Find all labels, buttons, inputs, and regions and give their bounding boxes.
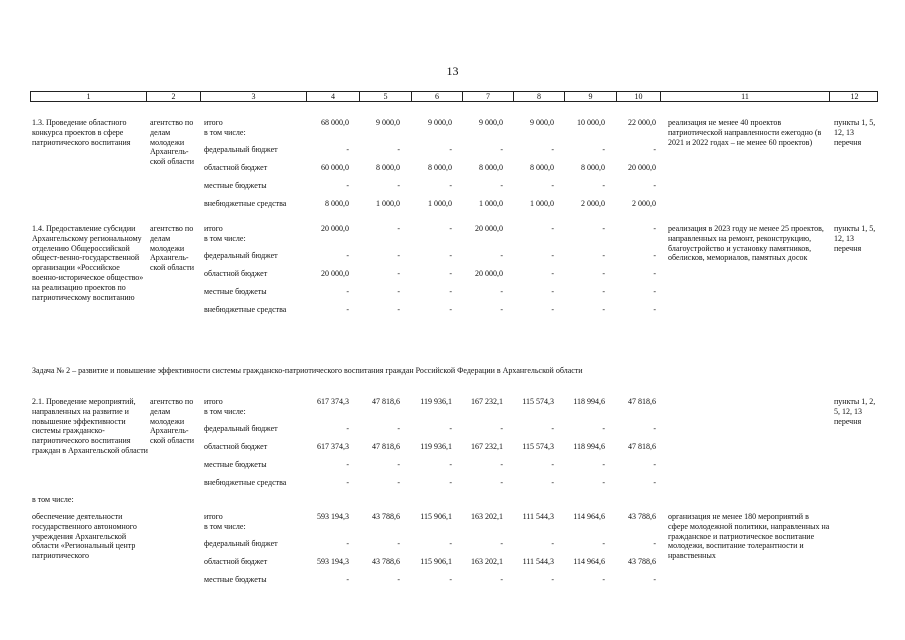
funding-source-label: итого (204, 512, 223, 521)
amount-cell: 8 000,0 (581, 163, 605, 172)
header-cell-8: 8 (514, 92, 565, 101)
header-cell-7: 7 (463, 92, 514, 101)
amount-cell: 111 544,3 (522, 512, 554, 521)
amount-cell: - (397, 181, 400, 190)
amount-cell: - (449, 145, 452, 154)
amount-cell: 20 000,0 (475, 269, 503, 278)
amount-cell: - (397, 269, 400, 278)
header-cell-12: 12 (850, 92, 859, 101)
amount-cell: - (449, 251, 452, 260)
funding-source-label: местные бюджеты (204, 287, 267, 296)
amount-cell: - (346, 575, 349, 584)
amount-cell: 114 964,6 (573, 512, 605, 521)
amount-cell: - (346, 287, 349, 296)
expected-result: организация не менее 180 мероприятий в сфере молодежной политики, направленных на гражданское и патриотическое воспитание молодежи, воспитание толерантности и нравственных (668, 512, 830, 561)
measure-name: 2.1. Проведение мероприятий, направленных на развитие и повышение эффективности системы гражданско-патриотического воспитания граждан в Архангельской области (32, 397, 148, 455)
amount-cell: - (346, 251, 349, 260)
funding-source-label: областной бюджет (204, 442, 268, 451)
table-header-row (30, 91, 878, 102)
amount-cell: - (551, 224, 554, 233)
amount-cell: 1 000,0 (479, 199, 503, 208)
amount-cell: 8 000,0 (530, 163, 554, 172)
funding-source-label: федеральный бюджет (204, 424, 278, 433)
funding-source-label: внебюджетные средства (204, 478, 287, 487)
amount-cell: - (346, 305, 349, 314)
amount-cell: 593 194,3 (317, 512, 349, 521)
amount-cell: - (397, 478, 400, 487)
plan-items: пункты 1, 5, 12, 13 перечня (834, 118, 876, 147)
amount-cell: 22 000,0 (628, 118, 656, 127)
amount-cell: 9 000,0 (530, 118, 554, 127)
amount-cell: 20 000,0 (475, 224, 503, 233)
responsible-agency: агентство по делам молодежи Архангель-ской области (150, 224, 195, 273)
amount-cell: 47 818,6 (628, 442, 656, 451)
page-number: 13 (446, 64, 459, 78)
amount-cell: 68 000,0 (321, 118, 349, 127)
amount-cell: - (551, 305, 554, 314)
header-cell-1: 1 (31, 92, 147, 101)
amount-cell: - (602, 251, 605, 260)
amount-cell: 43 788,6 (372, 557, 400, 566)
funding-source-label: местные бюджеты (204, 575, 267, 584)
funding-source-label: местные бюджеты (204, 181, 267, 190)
amount-cell: - (346, 424, 349, 433)
amount-cell: 10 000,0 (577, 118, 605, 127)
amount-cell: - (397, 539, 400, 548)
header-cell-2: 2 (147, 92, 201, 101)
amount-cell: - (397, 424, 400, 433)
amount-cell: 1 000,0 (530, 199, 554, 208)
funding-source-label: в том числе: (204, 522, 246, 531)
amount-cell: 119 936,1 (420, 442, 452, 451)
funding-source-label: итого (204, 397, 223, 406)
amount-cell: - (500, 145, 503, 154)
amount-cell: 1 000,0 (428, 199, 452, 208)
amount-cell: 115 906,1 (420, 512, 452, 521)
amount-cell: 617 374,3 (317, 397, 349, 406)
amount-cell: 8 000,0 (479, 163, 503, 172)
amount-cell: - (551, 539, 554, 548)
funding-source-label: областной бюджет (204, 269, 268, 278)
amount-cell: - (653, 424, 656, 433)
amount-cell: 2 000,0 (632, 199, 656, 208)
measure-name: 1.3. Проведение областного конкурса проектов в сфере патриотического воспитания (32, 118, 131, 147)
amount-cell: - (653, 269, 656, 278)
amount-cell: - (449, 424, 452, 433)
amount-cell: - (449, 287, 452, 296)
amount-cell: - (602, 287, 605, 296)
amount-cell: - (602, 269, 605, 278)
funding-source-label: итого (204, 118, 223, 127)
funding-source-label: местные бюджеты (204, 460, 267, 469)
amount-cell: 114 964,6 (573, 557, 605, 566)
amount-cell: 617 374,3 (317, 442, 349, 451)
header-cell-11: 11 (661, 92, 830, 101)
header-cell-5: 5 (360, 92, 412, 101)
header-cell-3: 3 (201, 92, 307, 101)
amount-cell: 47 818,6 (372, 442, 400, 451)
amount-cell: - (653, 287, 656, 296)
amount-cell: 9 000,0 (376, 118, 400, 127)
funding-source-label: федеральный бюджет (204, 251, 278, 260)
amount-cell: 60 000,0 (321, 163, 349, 172)
amount-cell: 163 202,1 (471, 512, 503, 521)
amount-cell: 47 818,6 (372, 397, 400, 406)
expected-result: реализация в 2023 году не менее 25 проектов, направленных на ремонт, реконструкцию, благоустройство и установку памятников, обелисков, мемориалов, памятных досок (668, 224, 824, 263)
amount-cell: - (653, 478, 656, 487)
amount-cell: - (397, 251, 400, 260)
amount-cell: - (449, 539, 452, 548)
amount-cell: 163 202,1 (471, 557, 503, 566)
amount-cell: - (602, 181, 605, 190)
amount-cell: 8 000,0 (428, 163, 452, 172)
amount-cell: - (602, 575, 605, 584)
amount-cell: - (602, 424, 605, 433)
amount-cell: 43 788,6 (628, 512, 656, 521)
amount-cell: - (346, 539, 349, 548)
amount-cell: 167 232,1 (471, 442, 503, 451)
amount-cell: - (500, 287, 503, 296)
funding-source-label: в том числе: (204, 234, 246, 243)
amount-cell: - (449, 224, 452, 233)
amount-cell: - (397, 305, 400, 314)
amount-cell: - (500, 181, 503, 190)
amount-cell: - (500, 478, 503, 487)
amount-cell: - (551, 424, 554, 433)
amount-cell: - (449, 181, 452, 190)
amount-cell: 43 788,6 (372, 512, 400, 521)
amount-cell: 118 994,6 (573, 397, 605, 406)
amount-cell: - (449, 460, 452, 469)
amount-cell: 8 000,0 (325, 199, 349, 208)
amount-cell: - (449, 269, 452, 278)
amount-cell: - (551, 460, 554, 469)
amount-cell: - (602, 539, 605, 548)
amount-cell: 115 574,3 (522, 442, 554, 451)
amount-cell: - (653, 460, 656, 469)
expected-result: реализация не менее 40 проектов патриотической направленности ежегодно (в 2021 и 2022 годах – не менее 60 проектов) (668, 118, 822, 147)
header-cell-6: 6 (412, 92, 463, 101)
measure-name: обеспечение деятельности государственного автономного учреждения Архангельской области «Региональный центр патриотического (32, 512, 137, 561)
funding-source-label: внебюджетные средства (204, 199, 287, 208)
amount-cell: 47 818,6 (628, 397, 656, 406)
amount-cell: - (346, 181, 349, 190)
amount-cell: - (653, 224, 656, 233)
amount-cell: - (551, 575, 554, 584)
amount-cell: 20 000,0 (628, 163, 656, 172)
amount-cell: 20 000,0 (321, 224, 349, 233)
amount-cell: - (653, 575, 656, 584)
amount-cell: - (449, 478, 452, 487)
amount-cell: - (397, 575, 400, 584)
amount-cell: - (653, 145, 656, 154)
amount-cell: 1 000,0 (376, 199, 400, 208)
amount-cell: - (551, 181, 554, 190)
amount-cell: 119 936,1 (420, 397, 452, 406)
amount-cell: 111 544,3 (522, 557, 554, 566)
funding-source-label: итого (204, 224, 223, 233)
amount-cell: 20 000,0 (321, 269, 349, 278)
amount-cell: 9 000,0 (479, 118, 503, 127)
amount-cell: - (397, 145, 400, 154)
amount-cell: - (397, 460, 400, 469)
amount-cell: - (551, 251, 554, 260)
amount-cell: - (602, 460, 605, 469)
amount-cell: 8 000,0 (376, 163, 400, 172)
including-label: в том числе: (32, 495, 74, 504)
amount-cell: - (449, 575, 452, 584)
amount-cell: - (346, 145, 349, 154)
responsible-agency: агентство по делам молодежи Архангель-ской области (150, 397, 195, 446)
amount-cell: - (602, 478, 605, 487)
amount-cell: - (397, 287, 400, 296)
amount-cell: - (551, 287, 554, 296)
plan-items: пункты 1, 2, 5, 12, 13 перечня (834, 397, 876, 426)
amount-cell: 115 906,1 (420, 557, 452, 566)
funding-source-label: внебюджетные средства (204, 305, 287, 314)
amount-cell: 167 232,1 (471, 397, 503, 406)
amount-cell: - (346, 460, 349, 469)
amount-cell: - (653, 539, 656, 548)
amount-cell: - (602, 305, 605, 314)
amount-cell: 593 194,3 (317, 557, 349, 566)
amount-cell: 115 574,3 (522, 397, 554, 406)
measure-name: 1.4. Предоставление субсидии Архангельскому региональному отделению Общероссийской общест-венно-государственной организации «Российское военно-историческое общество» на реализацию проектов по патриотическому воспитанию (32, 224, 144, 302)
plan-items: пункты 1, 5, 12, 13 перечня (834, 224, 876, 253)
amount-cell: - (500, 424, 503, 433)
funding-source-label: в том числе: (204, 407, 246, 416)
task-2-heading: Задача № 2 – развитие и повышение эффективности системы гражданско-патриотического воспитания граждан Российской Федерации в Архангельской области (32, 366, 583, 375)
amount-cell: - (500, 539, 503, 548)
amount-cell: - (500, 460, 503, 469)
funding-source-label: федеральный бюджет (204, 539, 278, 548)
header-cell-10: 10 (617, 92, 661, 101)
amount-cell: - (500, 305, 503, 314)
amount-cell: - (653, 181, 656, 190)
amount-cell: - (551, 269, 554, 278)
funding-source-label: федеральный бюджет (204, 145, 278, 154)
funding-source-label: областной бюджет (204, 557, 268, 566)
amount-cell: 2 000,0 (581, 199, 605, 208)
amount-cell: - (653, 251, 656, 260)
amount-cell: - (500, 251, 503, 260)
amount-cell: 43 788,6 (628, 557, 656, 566)
header-cell-9: 9 (565, 92, 617, 101)
funding-source-label: в том числе: (204, 128, 246, 137)
amount-cell: - (449, 305, 452, 314)
amount-cell: - (602, 145, 605, 154)
amount-cell: - (551, 478, 554, 487)
amount-cell: - (602, 224, 605, 233)
amount-cell: 9 000,0 (428, 118, 452, 127)
amount-cell: - (500, 575, 503, 584)
amount-cell: - (653, 305, 656, 314)
amount-cell: 118 994,6 (573, 442, 605, 451)
funding-source-label: областной бюджет (204, 163, 268, 172)
responsible-agency: агентство по делам молодежи Архангель-ской области (150, 118, 195, 167)
amount-cell: - (346, 478, 349, 487)
amount-cell: - (397, 224, 400, 233)
header-cell-4: 4 (307, 92, 360, 101)
amount-cell: - (551, 145, 554, 154)
